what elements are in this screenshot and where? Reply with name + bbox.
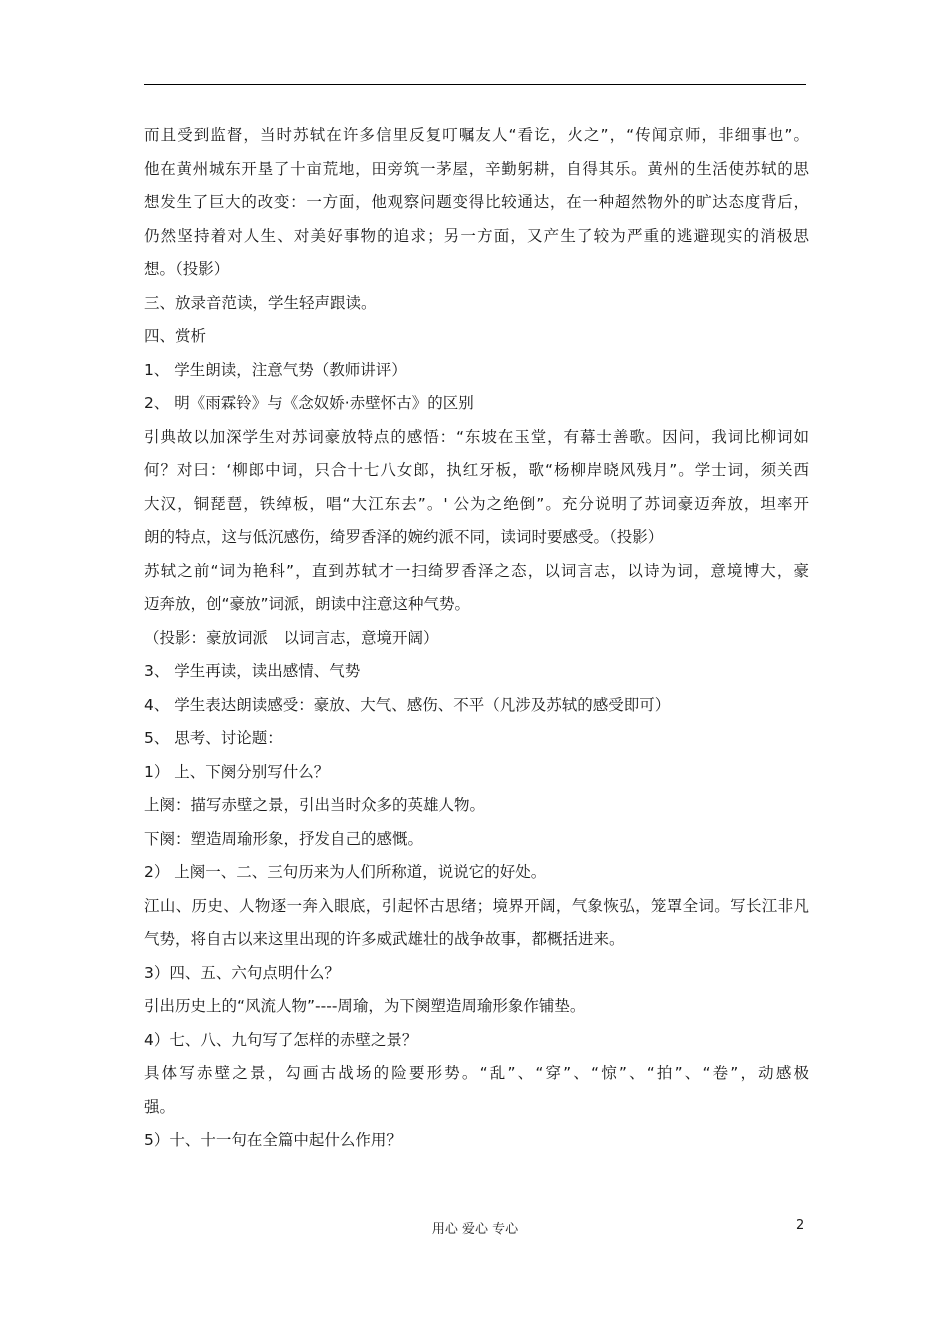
text-line: 仍然坚持着对人生、对美好事物的追求；另一方面，又产生了较为严重的逃避现实的消极思 [144, 226, 809, 245]
document-body [144, 119, 809, 1158]
text-line: 上阕：描写赤壁之景，引出当时众多的英雄人物。 [144, 796, 486, 814]
text-line: 5、 思考、讨论题： [144, 729, 283, 747]
text-line: 3、 学生再读，读出感情、气势 [144, 662, 361, 680]
text-line: 强。 [144, 1097, 176, 1116]
text-line: 2） 上阕一、二、三句历来为人们所称道，说说它的好处。 [144, 863, 547, 881]
text-line: 何？对曰：‘柳郎中词，只合十七八女郎，执红牙板，歌“杨柳岸晓风残月”。学士词，须关西 [144, 461, 809, 479]
text-line: 他在黄州城东开垦了十亩荒地，田旁筑一茅屋，辛勤躬耕，自得其乐。黄州的生活使苏轼的思 [144, 159, 809, 178]
text-line: 2、 明《雨霖铃》与《念奴娇·赤壁怀古》的区别 [144, 394, 474, 412]
text-line: 江山、历史、人物逐一奔入眼底，引起怀古思绪；境界开阔，气象恢弘，笼罩全词。写长江非凡 [144, 896, 809, 915]
text-line: 朗的特点，这与低沉感伤，绮罗香泽的婉约派不同，读词时要感受。（投影） [144, 528, 664, 546]
text-line: 1） 上、下阕分别写什么？ [144, 762, 330, 781]
text-line: 苏轼之前“词为艳科”，直到苏轼才一扫绮罗香泽之态，以词言志，以诗为词，意境博大，豪 [144, 561, 809, 580]
footer-motto: 用心 爱心 专心 [431, 1222, 519, 1237]
page-number: 2 [796, 1218, 805, 1233]
text-line: 而且受到监督，当时苏轼在许多信里反复叮嘱友人“看讫，火之”，“传闻京师，非细事也”。 [144, 126, 809, 144]
text-line: 想发生了巨大的改变：一方面，他观察问题变得比较通达，在一种超然物外的旷达态度背后， [144, 193, 809, 211]
text-line: 气势，将自古以来这里出现的许多威武雄壮的战争故事，都概括进来。 [144, 930, 625, 948]
text-line: （投影：豪放词派 以词言志，意境开阔） [144, 628, 439, 647]
text-line: 迈奔放，创“豪放”词派，朗读中注意这种气势。 [144, 595, 471, 613]
text-line: 具体写赤壁之景，勾画古战场的险要形势。“乱”、“穿”、“惊”、“拍”、“卷”，动感极 [144, 1064, 809, 1082]
text-line: 下阕：塑造周瑜形象，抒发自己的感慨。 [144, 829, 424, 848]
text-line: 4、 学生表达朗读感受：豪放、大气、感伤、不平（凡涉及苏轼的感受即可） [144, 695, 671, 714]
text-line: 大汉，铜琵琶，铁绰板，唱“大江东去”。' 公为之绝倒”。充分说明了苏词豪迈奔放，坦率开 [144, 494, 809, 513]
text-line: 三、放录音范读，学生轻声跟读。 [144, 293, 377, 312]
text-line: 1、 学生朗读，注意气势（教师讲评） [144, 360, 407, 379]
text-line: 4）七、八、九句写了怎样的赤壁之景？ [144, 1030, 418, 1049]
text-line: 想。（投影） [144, 260, 230, 278]
text-line: 3）四、五、六句点明什么？ [144, 963, 340, 982]
text-line: 引出历史上的“风流人物”----周瑜，为下阕塑造周瑜形象作铺垫。 [144, 997, 586, 1015]
header-rule [144, 84, 806, 85]
text-line: 5）十、十一句在全篇中起什么作用？ [144, 1131, 402, 1149]
text-line: 四、赏析 [144, 327, 207, 345]
text-line: 引典故以加深学生对苏词豪放特点的感悟：“东坡在玉堂，有幕士善歌。因问，我词比柳词如 [144, 427, 809, 446]
